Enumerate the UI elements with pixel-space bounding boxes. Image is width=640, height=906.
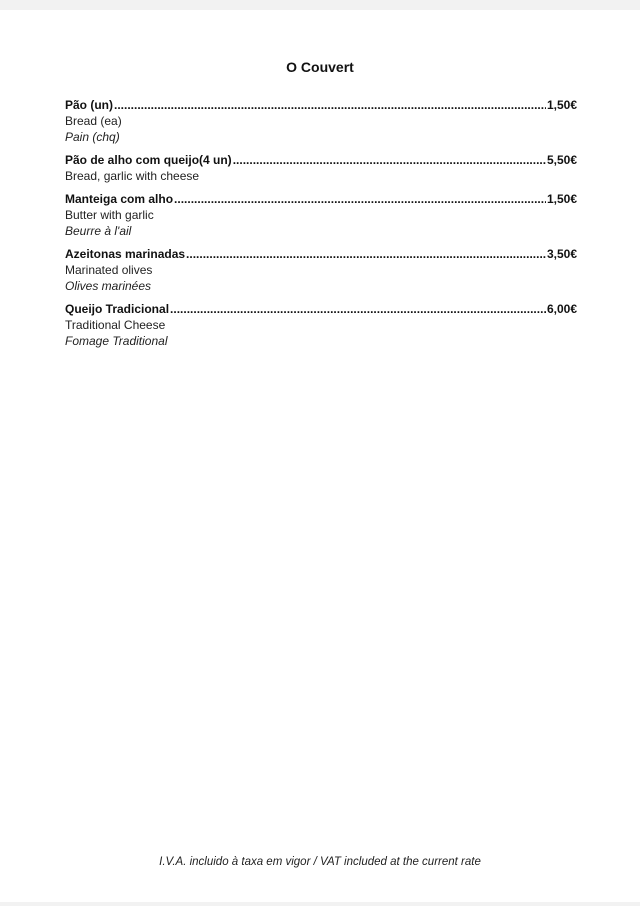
menu-item-name: Manteiga com alho: [65, 192, 174, 206]
dot-leader: [174, 191, 546, 207]
menu-page: [0, 10, 640, 902]
menu-item-line: [65, 246, 577, 262]
dot-leader: [114, 97, 546, 113]
menu-item: [65, 152, 577, 184]
menu-item: [65, 191, 577, 239]
menu-item-price: 6,00€: [546, 302, 577, 316]
menu-item-name: Pão (un): [65, 98, 113, 112]
menu-item-price: 1,50€: [546, 98, 577, 112]
dot-leader: [186, 246, 546, 262]
menu-item-french: Fomage Traditional: [65, 334, 168, 348]
menu-item: [65, 97, 577, 145]
menu-item-english: Bread, garlic with cheese: [65, 169, 200, 183]
page-title: O Couvert: [286, 59, 354, 75]
menu-item-french: Pain (chq): [65, 130, 120, 144]
dot-leader: [170, 301, 546, 317]
menu-item-line: [65, 301, 577, 317]
menu-item: [65, 301, 577, 349]
menu-item-english: Traditional Cheese: [65, 318, 166, 332]
menu-item-name: Pão de alho com queijo(4 un): [65, 153, 232, 167]
menu-item-price: 3,50€: [546, 247, 577, 261]
menu-item-english: Marinated olives: [65, 263, 153, 277]
menu-item-name: Azeitonas marinadas: [65, 247, 186, 261]
menu-item-french: Olives marinées: [65, 279, 152, 293]
dot-leader: [233, 152, 546, 168]
menu-item: [65, 246, 577, 294]
menu-item-line: [65, 191, 577, 207]
menu-item-price: 1,50€: [546, 192, 577, 206]
menu-items: [65, 97, 577, 356]
menu-item-line: [65, 97, 577, 113]
menu-item-name: Queijo Tradicional: [65, 302, 170, 316]
menu-item-price: 5,50€: [546, 153, 577, 167]
menu-item-line: [65, 152, 577, 168]
menu-item-english: Bread (ea): [65, 114, 122, 128]
menu-item-english: Butter with garlic: [65, 208, 154, 222]
menu-item-french: Beurre à l'ail: [65, 224, 132, 238]
vat-footer-note: I.V.A. incluido à taxa em vigor / VAT included at the current rate: [159, 856, 481, 868]
